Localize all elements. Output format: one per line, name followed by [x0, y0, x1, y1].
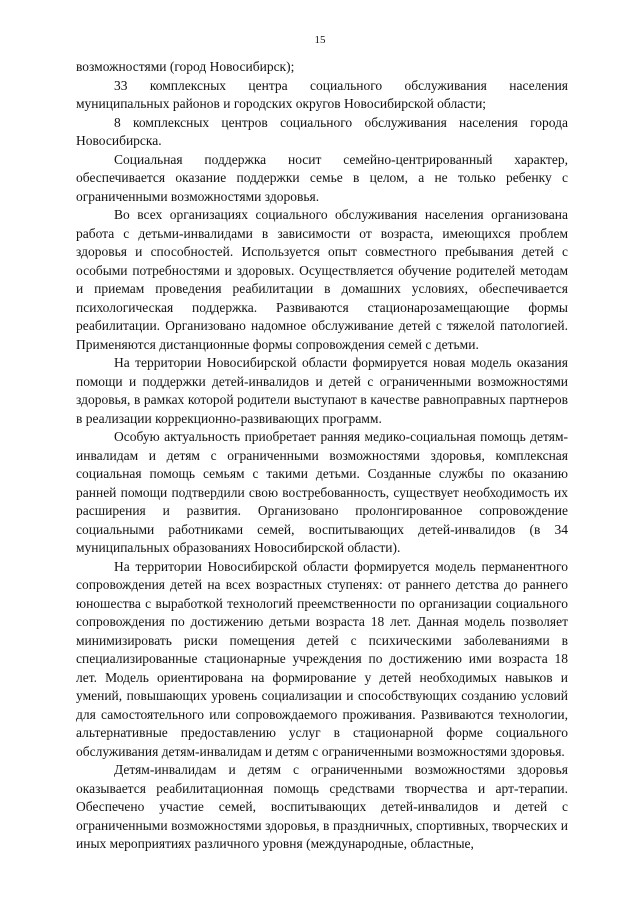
- paragraph-2: 33 комплексных центра социального обслуживания населения муниципальных районов и городских округов Новосибирской области;: [76, 77, 568, 111]
- paragraph-5: Во всех организациях социального обслуживания населения организована работа с детьми-инвалидами в зависимости от возраста, имеющихся проблем здоровья и способностей. Используется опыт совместного пребывания детей с особыми потребностями и здоровых. Осуществляется обучение родителей методам и приемам проведения реабилитации в домашних условиях, обеспечивается психологическая поддержка. Развиваются стационарозамещающие формы реабилитации. Организовано надомное обслуживание детей с тяжелой патологией. Применяются дистанционные формы сопровождения семей с детьми.: [76, 207, 568, 352]
- paragraph-7: Особую актуальность приобретает ранняя медико-социальная помощь детям-инвалидам и детям с ограниченными возможностями здоровья, комплексная социальная помощь семьям с такими детьми. Созданные службы по оказанию ранней помощи подтвердили свою востребованность, существует необходимость их расширения и развития. Организовано пролонгированное сопровождение социальными работниками семей, воспитывающих детей-инвалидов (в 34 муниципальных образованиях Новосибирской области).: [76, 429, 568, 555]
- paragraph-8: На территории Новосибирской области формируется модель перманентного сопровождения детей на всех возрастных ступенях: от раннего детства до раннего юношества с выработкой технологий преемственности по организации социального сопровождения по достижению детьми возраста 18 лет. Данная модель позволяет минимизировать риски помещения детей с психическими заболеваниями в специализированные стационарные учреждения по достижению ими возраста 18 лет. Модель ориентирована на формирование у детей необходимых навыков и умений, повышающих уровень социализации и способствующих созданию условий для самостоятельного или сопровождаемого проживания. Развиваются технологии, альтернативные предоставлению услуг в стационарной форме социального обслуживания детям-инвалидам и детям с ограниченными возможностями здоровья.: [76, 558, 568, 759]
- paragraph-3: 8 комплексных центров социального обслуживания населения города Новосибирска.: [76, 114, 568, 148]
- paragraph-1: возможностями (город Новосибирск);: [76, 59, 295, 74]
- paragraph-6: На территории Новосибирской области формируется новая модель оказания помощи и поддержки детей-инвалидов и детей с ограниченными возможностями здоровья, в рамках которой родители выступают в качестве равноправных партнеров в реализации коррекционно-развивающих программ.: [76, 355, 568, 426]
- document-body: [76, 58, 568, 854]
- paragraph-9: Детям-инвалидам и детям с ограниченными возможностями здоровья оказывается реабилитационная помощь средствами творчества и арт-терапии. Обеспечено участие семей, воспитывающих детей-инвалидов и детей с ограниченными возможностями здоровья, в праздничных, спортивных, творческих и иных мероприятиях различного уровня (международные, областные,: [76, 762, 568, 851]
- page-number: 15: [314, 34, 326, 46]
- paragraph-4: Социальная поддержка носит семейно-центрированный характер, обеспечивается оказание поддержки семье в целом, а не только ребенку с ограниченными возможностями здоровья.: [76, 151, 568, 204]
